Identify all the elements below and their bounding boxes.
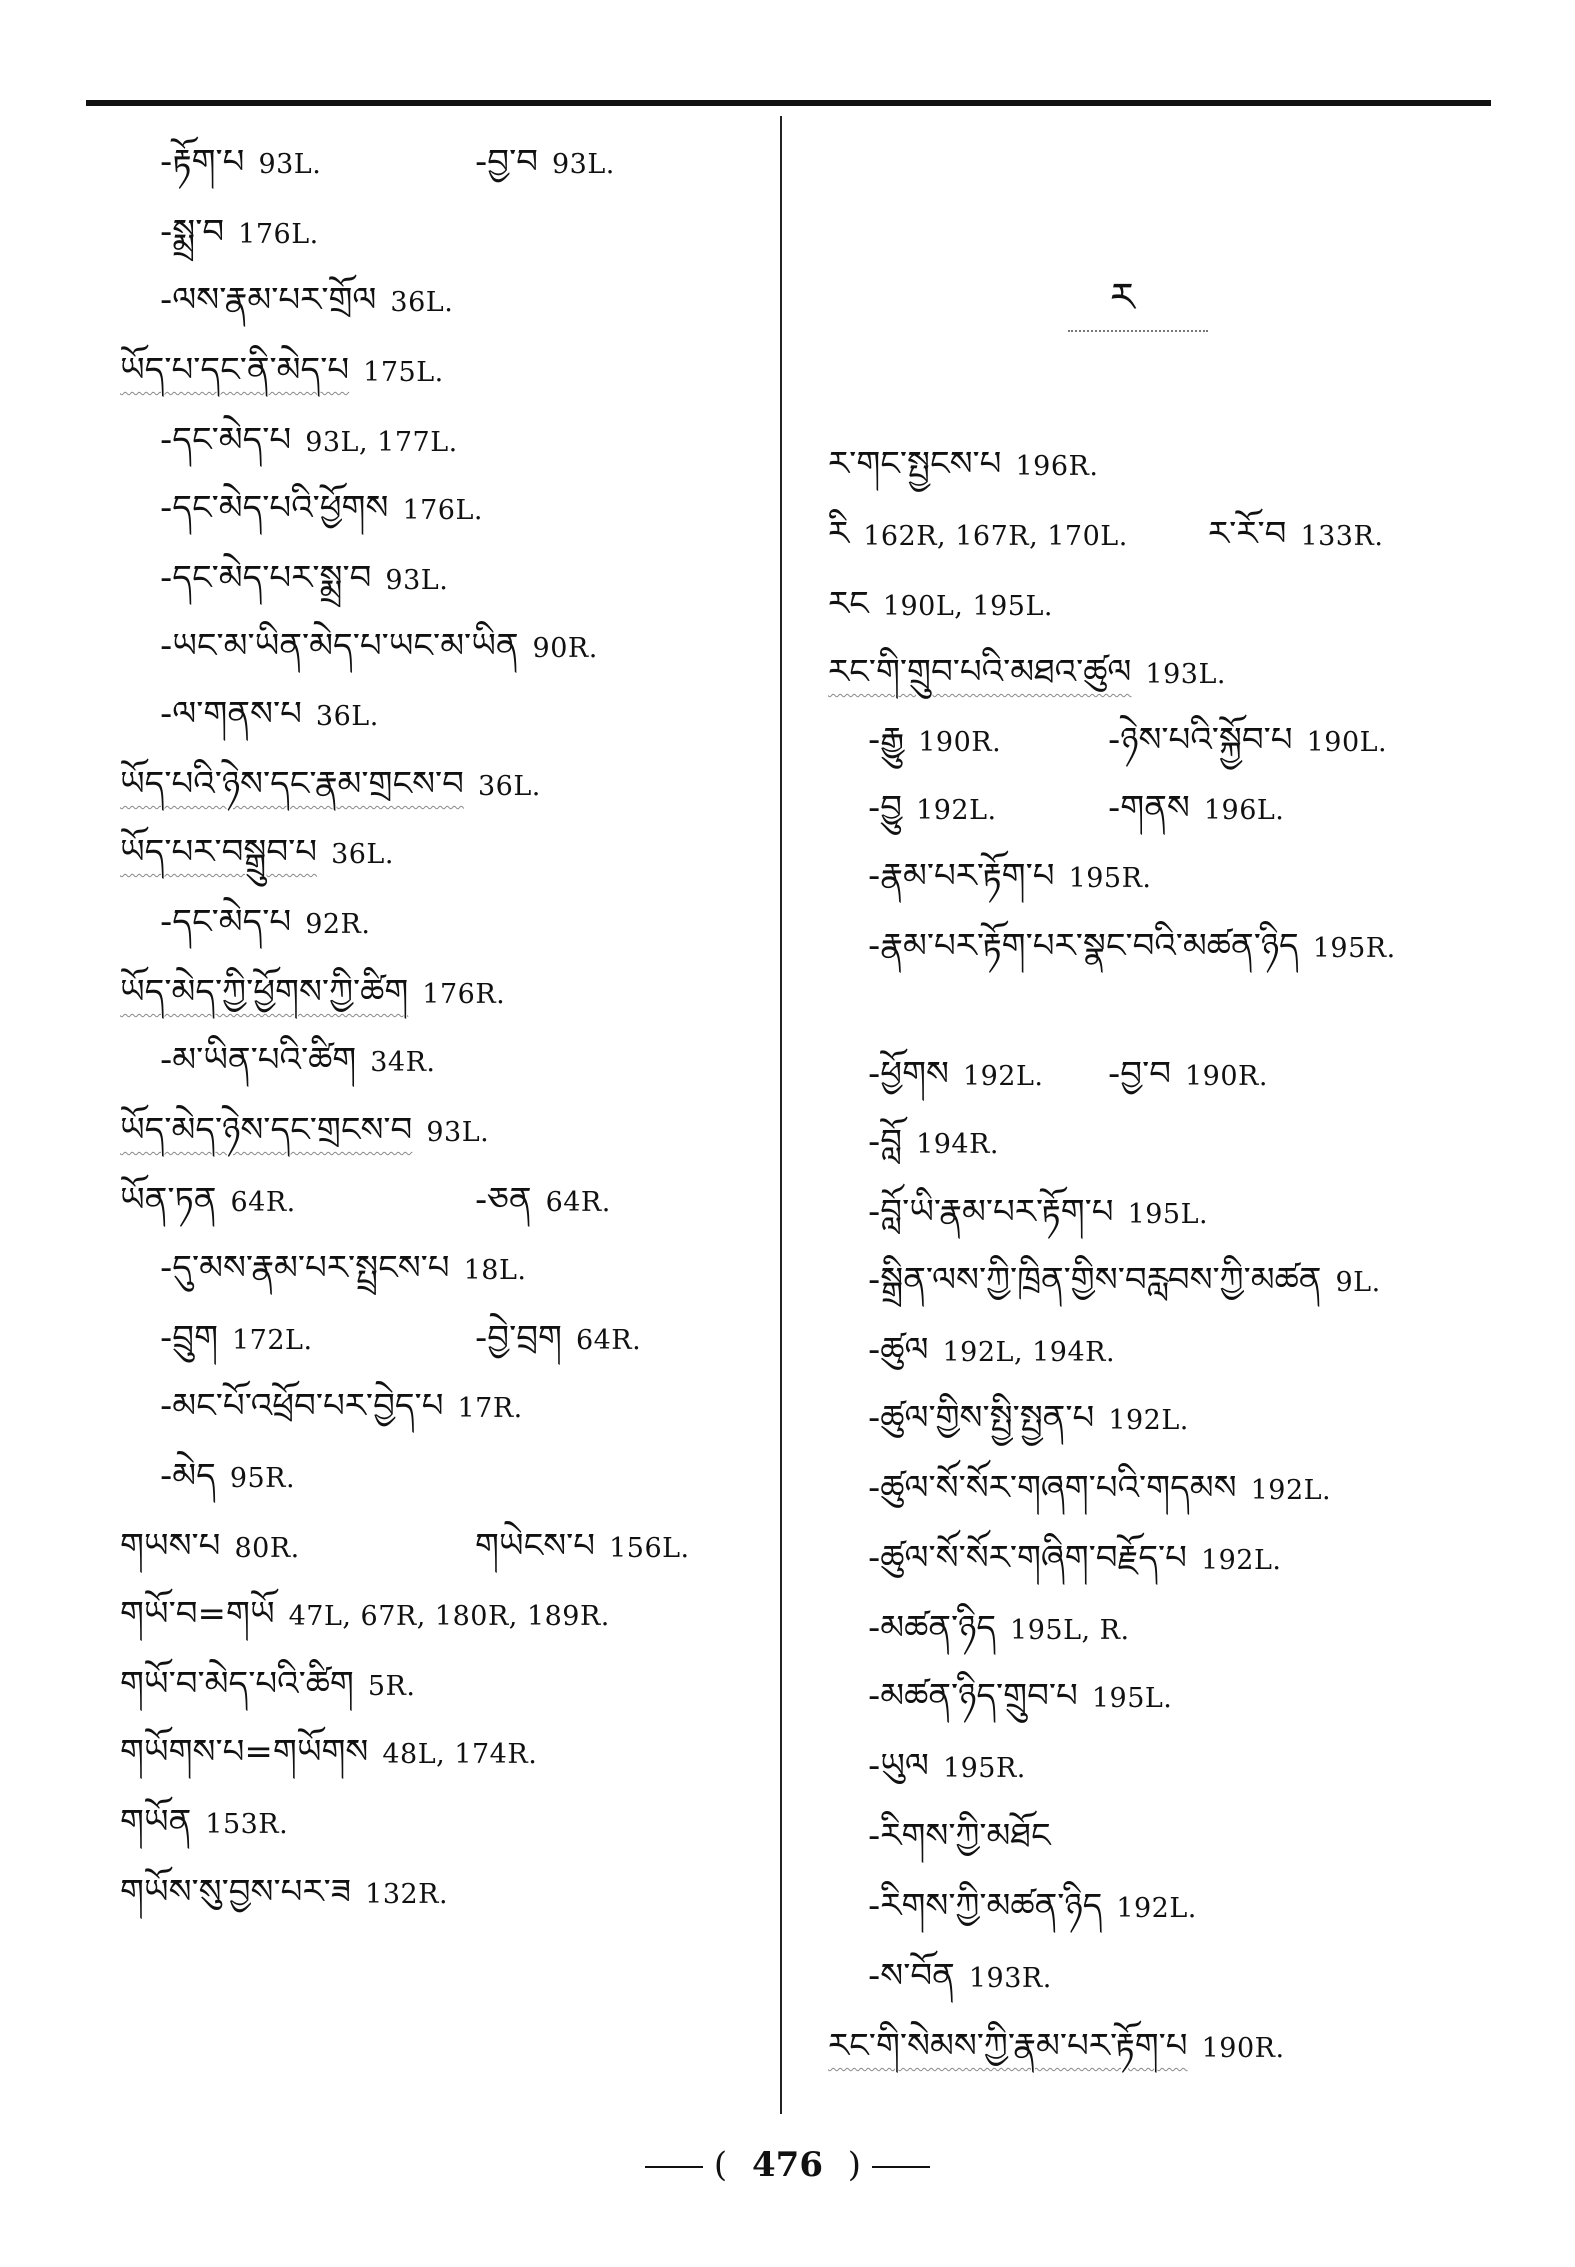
entry-term: -ཚུལ་གྱིས་སྤྱི་སྤྱན་པ — [868, 1398, 1095, 1438]
entry-page-ref: 195L, R. — [1010, 1615, 1130, 1646]
left-entry — [120, 348, 444, 395]
entry-page-ref: 196L. — [1203, 795, 1285, 826]
column-divider — [780, 116, 782, 2114]
left-entry — [120, 970, 505, 1017]
page-number-footer — [0, 2145, 1575, 2185]
entry-term: -དུ་མས་རྣམ་པར་སྤྲངས་པ — [160, 1248, 450, 1288]
top-rule — [86, 100, 1491, 106]
entry-page-ref: 34R. — [370, 1047, 436, 1078]
entry-term: -བྲུག — [160, 1318, 218, 1358]
entry-term: -བྱེ་བྲག — [475, 1318, 562, 1358]
entry-term: -བྱ་བ — [475, 142, 538, 182]
left-entry — [120, 830, 394, 877]
left-entry — [160, 1038, 436, 1085]
entry-term: -མ་ཡིན་པའི་ཚིག — [160, 1040, 357, 1080]
left-entry-secondary — [475, 1178, 611, 1225]
entry-page-ref: 195L. — [1127, 1199, 1209, 1230]
entry-term: གཡེངས་པ — [475, 1526, 596, 1566]
entry-page-ref: 95R. — [229, 1463, 296, 1494]
left-entry — [160, 278, 453, 325]
section-letter: ར — [1110, 275, 1135, 321]
entry-page-ref: 18L. — [463, 1255, 527, 1286]
entry-term: -རྒྱུ — [868, 720, 905, 760]
entry-page-ref: 190L, 195L. — [882, 591, 1053, 622]
entry-page-ref: 192L. — [1116, 1893, 1197, 1924]
entry-term: -དང་མེད་པ — [160, 420, 292, 460]
entry-page-ref: 93L, 177L. — [305, 427, 458, 458]
entry-page-ref: 64R. — [230, 1187, 296, 1218]
entry-term: -ལ་གནས་པ — [160, 694, 302, 734]
entry-page-ref: 17R. — [457, 1393, 523, 1424]
entry-term: རང — [828, 584, 869, 624]
right-entry — [868, 1258, 1381, 1305]
entry-term: གཡོ་བ=གཡོ — [120, 1594, 275, 1634]
entry-page-ref: 36L. — [315, 701, 379, 732]
right-entry — [868, 1884, 1197, 1931]
right-entry — [868, 718, 1001, 765]
entry-page-ref: 190R. — [1201, 2033, 1285, 2064]
entry-page-ref: 192L, 194R. — [942, 1337, 1116, 1368]
entry-page-ref: 36L. — [331, 839, 394, 870]
entry-term: རི — [828, 514, 850, 554]
right-entry — [868, 1120, 999, 1167]
right-entry — [868, 1606, 1130, 1653]
entry-term: -བྱ་བ — [1108, 1054, 1171, 1094]
entry-page-ref: 193L. — [1145, 659, 1226, 690]
entry-term: ར་རོ་བ — [1208, 514, 1287, 554]
entry-page-ref: 48L, 174R. — [382, 1739, 538, 1770]
entry-page-ref: 47L, 67R, 180R, 189R. — [288, 1601, 610, 1632]
left-entry — [160, 210, 319, 257]
left-entry — [160, 624, 598, 671]
entry-page-ref: 190R. — [918, 727, 1002, 758]
entry-page-ref: 5R. — [367, 1671, 416, 1702]
entry-page-ref: 172L. — [232, 1325, 313, 1356]
entry-page-ref: 176L. — [238, 219, 319, 250]
entry-term: རང་གི་སེམས་ཀྱི་རྣམ་པར་རྟོག་པ — [828, 2026, 1188, 2066]
entry-term: -ས་བོན — [868, 1956, 955, 1996]
entry-term: -མཚན་ཉིད་གྲུབ་པ — [868, 1676, 1078, 1716]
entry-page-ref: 9L. — [1335, 1267, 1381, 1298]
entry-term: གཡོན — [120, 1802, 192, 1842]
entry-page-ref: 192L. — [1200, 1545, 1282, 1576]
entry-term: -བློ་ཡི་རྣམ་པར་རྟོག་པ — [868, 1192, 1114, 1232]
entry-page-ref: 196R. — [1015, 451, 1099, 482]
right-entry — [868, 1536, 1282, 1583]
entry-page-ref: 80R. — [234, 1533, 300, 1564]
left-entry — [160, 692, 379, 739]
entry-term: -ཚུལ་སོ་སོར་གཞག་པའི་གདམས — [868, 1468, 1237, 1508]
entry-term: -ཡང་མ་ཡིན་མེད་པ་ཡང་མ་ཡིན — [160, 626, 519, 666]
entry-term: གཡོ་བ་མེད་པའི་ཚིག — [120, 1664, 354, 1704]
entry-term: -རྟོག་པ — [160, 142, 245, 182]
entry-page-ref: 190R. — [1185, 1061, 1268, 1092]
entry-term: -ཚུལ་སོ་སོར་གཞིག་བརྗོད་པ — [868, 1538, 1187, 1578]
right-entry-secondary — [1108, 1052, 1268, 1099]
left-entry — [120, 1524, 300, 1571]
entry-page-ref: 190L. — [1306, 727, 1388, 758]
entry-term: -སྒྲིན་ལས་ཀྱི་ཁྲིན་གྱིས་བརླབས་ཀྱི་མཚན — [868, 1260, 1322, 1300]
entry-page-ref: 90R. — [532, 633, 598, 664]
entry-page-ref: 93L. — [258, 149, 322, 180]
right-entry — [828, 2024, 1285, 2071]
entry-term: -དང་མེད་པའི་ཕྱོགས — [160, 488, 389, 528]
left-entry — [160, 900, 370, 947]
entry-term: -ཚུལ — [868, 1330, 929, 1370]
right-entry — [868, 1052, 1044, 1099]
entry-page-ref: 36L. — [390, 287, 454, 318]
entry-term: -བྱུ — [868, 788, 903, 828]
left-entry — [160, 556, 448, 603]
right-entry — [868, 854, 1152, 901]
left-entry — [160, 486, 483, 533]
entry-page-ref: 175L. — [363, 357, 444, 388]
entry-term: ཡོད་པ་དང་ནི་མེད་པ — [120, 350, 350, 390]
entry-page-ref: 195R. — [1312, 933, 1396, 964]
left-entry — [160, 1384, 523, 1431]
right-entry — [828, 582, 1053, 629]
entry-term: རང་གི་གྲུབ་པའི་མཐའ་ཚུལ — [828, 652, 1132, 692]
left-entry — [160, 1316, 313, 1363]
right-entry — [868, 1396, 1189, 1443]
entry-term: ཡོན་ཏན — [120, 1180, 217, 1220]
entry-page-ref: 192L. — [962, 1061, 1044, 1092]
entry-page-ref: 176L. — [402, 495, 483, 526]
left-entry — [160, 418, 458, 465]
footer-paren-open: ( — [713, 2145, 728, 2185]
entry-page-ref: 156L. — [609, 1533, 690, 1564]
footer-dash-left — [645, 2166, 703, 2168]
entry-page-ref: 192L. — [1108, 1405, 1189, 1436]
entry-page-ref: 195L. — [1091, 1683, 1173, 1714]
letter-flourish — [1068, 322, 1208, 332]
left-entry — [120, 1800, 288, 1847]
right-entry-secondary — [1108, 718, 1387, 765]
entry-term: -དང་མེད་པར་སྨྲ་བ — [160, 558, 372, 598]
entry-term: ཡོད་པར་བསྒྲུབ་པ — [120, 832, 318, 872]
right-entry — [828, 650, 1226, 697]
entry-term: གཡོས་སུ་བྱས་པར་ཟ — [120, 1872, 352, 1912]
right-entry — [868, 1814, 1051, 1858]
left-entry — [120, 1870, 448, 1917]
left-entry — [120, 1592, 610, 1639]
entry-term: -རྣམ་པར་རྟོག་པ — [868, 856, 1055, 896]
entry-page-ref: 64R. — [545, 1187, 611, 1218]
entry-page-ref: 36L. — [477, 771, 541, 802]
right-entry — [868, 924, 1396, 971]
entry-term: -རིགས་ཀྱི་མཚན་ཉིད — [868, 1886, 1103, 1926]
entry-page-ref: 93L. — [552, 149, 615, 180]
entry-page-ref: 93L. — [426, 1117, 490, 1148]
left-entry-secondary — [475, 140, 615, 187]
entry-page-ref: 162R, 167R, 170L. — [863, 521, 1128, 552]
entry-term: -གནས — [1108, 788, 1190, 828]
left-entry — [120, 1178, 296, 1225]
entry-page-ref: 64R. — [575, 1325, 642, 1356]
entry-page-ref: 193R. — [968, 1963, 1052, 1994]
entry-page-ref: 93L. — [385, 565, 449, 596]
left-entry — [160, 1454, 295, 1501]
entry-page-ref: 192L. — [916, 795, 997, 826]
entry-term: -ཡུལ — [868, 1746, 929, 1786]
right-entry — [868, 1744, 1026, 1791]
left-entry — [160, 140, 321, 187]
entry-term: ར་གང་སྤྱངས་པ — [828, 444, 1002, 484]
entry-term: -དང་མེད་པ — [160, 902, 292, 942]
right-entry — [828, 442, 1098, 489]
entry-term: -མང་པོ་འཕྲོབ་པར་བྱེད་པ — [160, 1386, 444, 1426]
entry-term: ཡོད་པའི་ཉེས་དང་རྣམ་གྲངས་བ — [120, 764, 464, 804]
entry-term: -བློ — [868, 1122, 903, 1162]
left-entry — [160, 1246, 526, 1293]
entry-term: ཡོད་མེད་ཉེས་དང་གྲངས་བ — [120, 1110, 413, 1150]
entry-page-ref: 176R. — [422, 979, 506, 1010]
left-entry — [120, 762, 541, 809]
right-entry-secondary — [1208, 512, 1383, 559]
left-entry-secondary — [475, 1316, 641, 1363]
entry-page-ref: 194R. — [916, 1129, 1000, 1160]
entry-page-ref: 92R. — [305, 909, 371, 940]
right-entry — [868, 1190, 1208, 1237]
entry-term: -ཅན — [475, 1180, 532, 1220]
entry-term: -རྣམ་པར་རྟོག་པར་སྣང་བའི་མཚན་ཉིད — [868, 926, 1299, 966]
left-entry — [120, 1108, 489, 1155]
right-entry — [868, 1466, 1331, 1513]
right-entry-secondary — [1108, 786, 1284, 833]
right-entry — [868, 1674, 1172, 1721]
entry-term: -ཕྱོགས — [868, 1054, 949, 1094]
entry-term: -སྨྲ་བ — [160, 212, 225, 252]
entry-page-ref: 133R. — [1300, 521, 1384, 552]
entry-term: -ཉེས་པའི་སྐྱོབ་པ — [1108, 720, 1293, 760]
entry-page-ref: 195R. — [1068, 863, 1152, 894]
entry-term: -ལས་རྣམ་པར་གྲོལ — [160, 280, 377, 320]
entry-page-ref: 132R. — [365, 1879, 449, 1910]
entry-page-ref: 153R. — [205, 1809, 289, 1840]
entry-term: གཡོགས་པ=གཡོགས — [120, 1732, 369, 1772]
right-entry — [828, 512, 1128, 559]
right-entry — [868, 786, 997, 833]
entry-term: གཡས་པ — [120, 1526, 221, 1566]
left-entry — [120, 1730, 537, 1777]
footer-paren-close: ) — [847, 2145, 862, 2185]
right-entry — [868, 1954, 1052, 2001]
right-entry — [868, 1328, 1115, 1375]
entry-term: -མཚན་ཉིད — [868, 1608, 997, 1648]
entry-term: ཡོད་མེད་ཀྱི་ཕྱོགས་ཀྱི་ཚིག — [120, 972, 409, 1012]
left-entry — [120, 1662, 415, 1709]
left-entry-secondary — [475, 1524, 690, 1571]
entry-term: -མེད — [160, 1456, 216, 1496]
page-number: 476 — [752, 2145, 823, 2185]
footer-dash-right — [872, 2166, 930, 2168]
entry-page-ref: 195R. — [942, 1753, 1026, 1784]
entry-page-ref: 192L. — [1250, 1475, 1332, 1506]
entry-term: -རིགས་ཀྱི་མཐོང — [868, 1816, 1051, 1856]
